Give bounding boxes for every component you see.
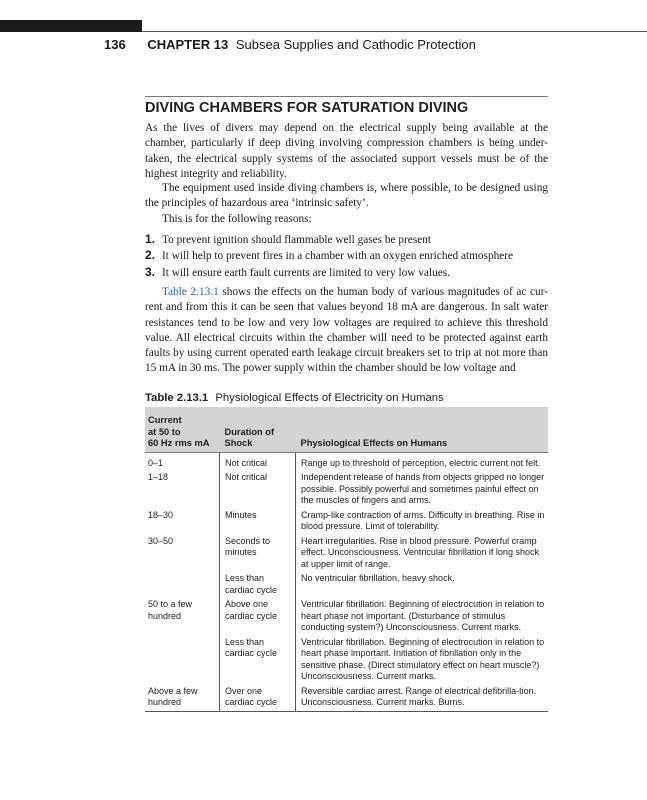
paragraph-1: As the lives of divers may depend on the electrical supply being available at the chamber, particularly if deep diving involving compression chambers is being under-taken, the electrical supply systems of the associated support vessels must be of the highest integrity and reliability.: [145, 122, 548, 180]
cell-effect: Reversible cardiac arrest. Range of electrical defibrilla-tion. Unconsciousness. Current marks. Burns.: [296, 684, 549, 712]
header-current-line: Current: [148, 415, 182, 425]
chapter-title: Subsea Supplies and Cathodic Protection: [235, 37, 476, 52]
table-caption-title: Physiological Effects of Electricity on Humans: [215, 392, 444, 404]
cell-duration: Not critical: [220, 470, 296, 508]
table-row: [145, 470, 548, 508]
table-row: [145, 684, 548, 712]
cell-current: 0–1: [148, 457, 164, 468]
cell-effect: Ventricular fibrillation. Beginning of electrocution in relation to heart phase not important. (Disturbance of stimulus conducting system?) Unconsciousness. Current marks.: [296, 597, 549, 635]
table-caption: [145, 392, 444, 404]
table-header-row: [145, 407, 548, 452]
page-number: 136: [104, 37, 126, 52]
table-row: [145, 571, 548, 597]
header-current-line: at 50 to: [148, 426, 181, 437]
list-item: [145, 265, 548, 281]
cell-current: 50 to a few hundred: [148, 599, 193, 621]
cell-effect: Cramp-like contraction of arms. Difficulty in breathing. Rise in blood pressure. Limit of tolerability.: [296, 508, 549, 534]
header-duration: [220, 407, 296, 452]
header-bar: [0, 20, 142, 32]
cell-current: [145, 635, 220, 684]
list-number: 2.: [145, 248, 156, 263]
cell-current: Above a few hundred: [145, 684, 220, 712]
cell-current: 1–18: [148, 472, 169, 482]
paragraph-3: [145, 285, 548, 377]
cell-duration: Minutes: [220, 508, 296, 534]
cell-current: [145, 571, 220, 597]
list-item: [145, 248, 548, 264]
header-current: [145, 407, 220, 452]
physiological-effects-table: [145, 407, 548, 712]
cell-effect: Ventricular fibrillation. Beginning of electrocution in relation to heart phase important. Initiation of fibrillation only in the sensitive phase. (Direct stimulatory effect on heart muscle?) Unconsciousness. Current marks.: [296, 635, 549, 684]
header-rule: [142, 31, 647, 32]
list-text: It will ensure earth fault currents are limited to very low values.: [162, 266, 450, 279]
table-row: [145, 635, 548, 684]
cell-effect: Range up to threshold of perception, electric current not felt.: [296, 452, 549, 470]
chapter-label: CHAPTER 13: [147, 37, 229, 52]
running-head: [104, 37, 476, 52]
cell-effect: Heart irregularities. Rise in blood pressure. Powerful cramp effect. Unconsciousness. Ventricular fibrillation if long shock at upper limit of range.: [296, 534, 549, 572]
table-row: [145, 534, 548, 572]
section-heading: DIVING CHAMBERS FOR SATURATION DIVING: [145, 100, 469, 116]
cell-duration: Above one cardiac cycle: [220, 597, 296, 635]
list-number: 1.: [145, 232, 156, 246]
list-item: [145, 232, 548, 248]
list-text: It will help to prevent fires in a chamber with an oxygen enriched atmosphere: [162, 250, 514, 263]
paragraph-2a: The equipment used inside diving chambers is, where possible, to be designed using the principles of hazardous area ‘intrinsic safety’.: [145, 182, 548, 210]
paragraph-3-text: shows the effects on the human body of various magnitudes of ac cur-rent and from this it can be seen that values beyond 18 mA are dangerous. In salt water resistances tend to be low and very low voltages are required to achieve this threshold value. All electrical circuits within the chamber will need to be protected against earth faults by using current operated earth leakage circuit breakers set to trip at not more than 15 mA in 30 ms. The power supply within the chamber should be low voltage and: [145, 286, 548, 375]
list-text: To prevent ignition should flammable well gases be present: [162, 234, 432, 246]
cell-duration: Less than cardiac cycle: [220, 635, 296, 684]
cell-current: 18–30: [148, 509, 174, 520]
cell-duration: Over one cardiac cycle: [220, 684, 296, 712]
list-number: 3.: [145, 264, 156, 279]
cell-duration: Not critical: [220, 452, 296, 470]
table-caption-label: Table 2.13.1: [145, 392, 209, 404]
cell-effect: Independent release of hands from objects gripped no longer possible. Possibly powerful and sometimes painful effect on the muscles of fingers and arms.: [296, 470, 549, 508]
header-current-line: 60 Hz rms mA: [148, 438, 210, 448]
table-reference-link[interactable]: Table 2.13.1: [162, 286, 219, 298]
cell-current: 30–50: [148, 535, 174, 546]
table-row: [145, 452, 548, 470]
header-duration-line: Shock: [224, 438, 253, 448]
paragraph-2: [145, 181, 548, 227]
cell-duration: Seconds to minutes: [220, 534, 296, 572]
cell-duration: Less than cardiac cycle: [220, 571, 296, 597]
table-row: [145, 508, 548, 534]
table-row: [145, 597, 548, 635]
reasons-list: [145, 232, 548, 281]
paragraph-2b: This is for the following reasons:: [162, 212, 312, 225]
header-duration-line: Duration of: [224, 426, 275, 437]
cell-effect: No ventricular fibrillation, heavy shock.: [296, 571, 549, 597]
section-rule: [145, 96, 548, 97]
header-effects: Physiological Effects on Humans: [296, 407, 549, 452]
